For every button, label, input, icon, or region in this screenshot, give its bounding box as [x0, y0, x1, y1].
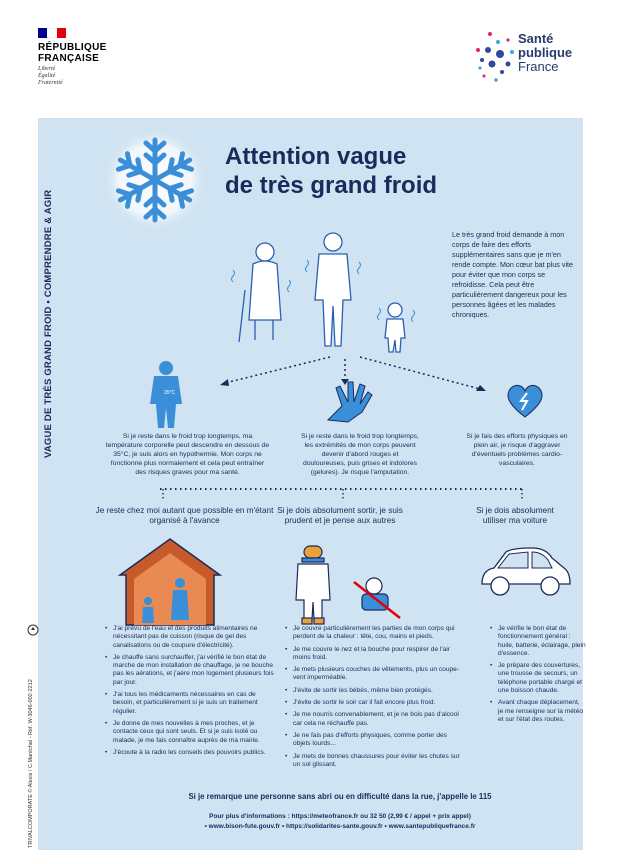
- list-item: • Avant chaque déplacement, je me renseigne sur la météo et sur l'état des routes.: [490, 699, 586, 724]
- list-item: • J'évite de sortir le soir car il fait encore plus froid.: [285, 699, 465, 707]
- republique-francaise-logo: RÉPUBLIQUE FRANÇAISE: [38, 42, 107, 64]
- sante-publique-france-wordmark: Santé publique France: [518, 31, 573, 74]
- section-title-outside: Si je dois absolument sortir, je suis prudent et je pense aux autres: [277, 506, 403, 525]
- list-item: • Je ne fais pas d'efforts physiques, comme porter des objets lourds...: [285, 732, 465, 749]
- car-illustration: [476, 540, 572, 604]
- frostbite-hand-icon: [322, 376, 378, 426]
- list-item: • Je me couvre le nez et la bouche pour respirer de l'air moins froid.: [285, 646, 465, 663]
- page-title: Attention vague de très grand froid: [225, 143, 438, 199]
- list-item: • Je couvre particulièrement les parties de mon corps qui perdent de la chaleur : tête, cou, mains et pieds.: [285, 625, 465, 642]
- header: [0, 0, 619, 115]
- list-item: • J'évite de sortir les bébés, même bien protégés.: [285, 687, 465, 695]
- risk-cardio: Si je fais des efforts physiques en plein air, je risque d'aggraver d'éventuels problèmes cardio-vasculaires.: [466, 433, 568, 467]
- list-outside: [285, 625, 465, 773]
- motto: Liberté Égalité Fraternité: [38, 66, 63, 86]
- hypothermia-figure-icon: [140, 360, 192, 430]
- house-illustration: [110, 535, 230, 627]
- credit-line: TRIVALCOMPORATE © Alexis / C.Maréchal - Réf. W-3046-002-2212: [28, 679, 34, 848]
- list-item: • Je prépare des couvertures, une trousse de secours, un téléphone portable chargé et une boisson chaude.: [490, 662, 586, 695]
- list-item: • Je chauffe sans surchauffer, j'ai vérifié le bon état de marche de mon installation de chauffage, je ne bouche pas les aérations, et j'aère mon logement plusieurs fois par jour.: [105, 654, 275, 687]
- section-title-home: Je reste chez moi autant que possible en m'étant organisé à l'avance: [95, 506, 274, 525]
- info-line: • www.bison-fute.gouv.fr • https://solidarites-sante.gouv.fr • www.santepubliquefrance.fr: [204, 823, 476, 830]
- list-home: [105, 625, 275, 761]
- list-item: • J'ai prévu de l'eau et des produits alimentaires ne nécessitant pas de cuisson (risque de gel des canalisations ou de coupure d'électricité).: [105, 625, 275, 650]
- svg-text:35°C: 35°C: [164, 390, 176, 396]
- alert-115: Si je remarque une personne sans abri ou en difficulté dans la rue, j'appelle le 115: [188, 792, 492, 801]
- list-item: • Je mets plusieurs couches de vêtements, plus un coupe-vent imperméable.: [285, 666, 465, 683]
- list-item: • Je mets de bonnes chaussures pour éviter les chutes sur un sol glissant.: [285, 753, 465, 770]
- risk-frostbite: Si je reste dans le froid trop longtemps, les extrémités de mon corps peuvent devenir d'abord rouges et douloureuses, puis grises et indolores (gelures). Je risque l'amputation.: [301, 433, 419, 476]
- snowflake-icon: [100, 125, 210, 235]
- list-item: • Je me nourris convenablement, et je ne bois pas d'alcool car cela ne réchauffe pas.: [285, 711, 465, 728]
- risk-hypothermia: Si je reste dans le froid trop longtemps, ma température corporelle peut descendre en dessous de 35°C, je suis alors en hypothermie. Mon corps ne fonctionne plus normalement et cela peut entraîner des risques graves pour ma santé.: [105, 433, 270, 476]
- info-line: Pour plus d'informations : https://meteofrance.fr ou 32 50 (2,99 € / appel + prix appel): [209, 813, 471, 820]
- french-flag-icon: [38, 28, 66, 38]
- list-item: • J'ai tous les médicaments nécessaires en cas de besoin, et particulièrement si je suis un traitement régulier.: [105, 691, 275, 716]
- info-links: [140, 812, 540, 832]
- people-illustration: [225, 230, 425, 355]
- list-car: [490, 625, 586, 728]
- list-item: • J'écoute à la radio les conseils des pouvoirs publics.: [105, 749, 275, 757]
- winter-clothing-illustration: [290, 540, 410, 626]
- section-divider: [160, 487, 525, 499]
- heart-icon: [505, 383, 545, 419]
- section-title-car: Si je dois absolument utiliser ma voiture: [476, 506, 554, 525]
- list-item: • Je donne de mes nouvelles à mes proches, et je contacte ceux qui sont seuls. Et si je suis isolé ou malade, je me fais connaître auprès de ma mairie.: [105, 720, 275, 745]
- intro-text: Le très grand froid demande à mon corps de faire des efforts supplémentaires sans que je m'en rende compte. Mon cœur bat plus vite pour éviter que mon corps se refroidisse. Cela peut être particulièrement dangereux pour les personnes âgées et les malades chroniques.: [452, 230, 574, 319]
- list-item: • Je vérifie le bon état de fonctionnement général : huile, batterie, éclairage, plein d'essence.: [490, 625, 586, 658]
- side-label: VAGUE DE TRÈS GRAND FROID • COMPRENDRE & AGIR: [43, 189, 54, 458]
